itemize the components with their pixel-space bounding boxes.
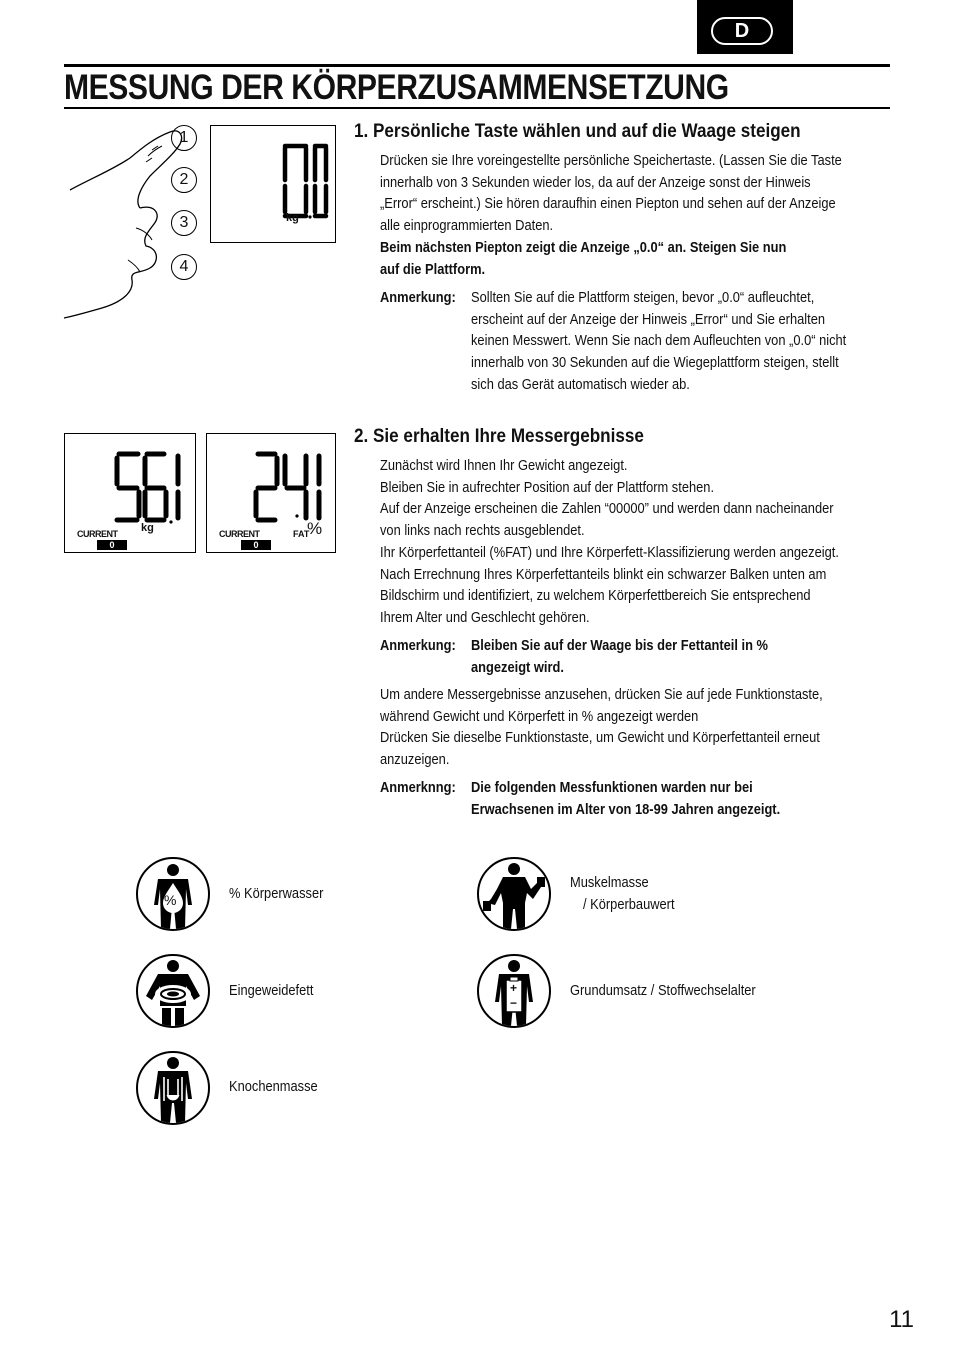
battery-minus-glyph: − [510, 996, 518, 1010]
text-line: Bleiben Sie in aufrechter Position auf der Plattform stehen. [380, 479, 715, 496]
lcd-display-fat [206, 433, 336, 553]
metabolism-icon [477, 954, 551, 1028]
muscle-mass-label: Muskelmasse [570, 875, 649, 891]
lcd-fat-label: FAT [293, 529, 310, 539]
lcd-fat-range-bar: 0 [97, 540, 127, 550]
note-line: keinen Messwert. Wenn Sie nach dem Aufleuchten von „0.0“ nicht [471, 333, 847, 350]
lcd-digits-zero [211, 126, 337, 244]
lcd-current-label: CURRENT [219, 529, 260, 539]
battery-plus-glyph: + [510, 981, 518, 995]
title-rule-top [64, 64, 890, 67]
section2-body [380, 456, 920, 630]
text-line: „Error“ erscheint.) Sie hören daraufhin einen Piepton und sehen auf der Anzeige [380, 196, 836, 213]
bone-mass-label: Knochenmasse [229, 1079, 318, 1095]
visceral-fat-icon [136, 954, 210, 1028]
lcd-current-label: CURRENT [77, 529, 118, 539]
title-rule-bottom [64, 107, 890, 109]
text-line: Auf der Anzeige erscheinen die Zahlen “00000” und werden dann nacheinander [380, 501, 834, 518]
language-code: D [711, 17, 773, 45]
lcd-unit-percent: % [307, 519, 323, 538]
section1-note [471, 288, 891, 397]
section2-heading: 2. Sie erhalten Ihre Messergebnisse [354, 426, 644, 447]
note-line: Erwachsenen im Alter von 18-99 Jahren angezeigt. [471, 801, 781, 818]
section2-note2-label: Anmerknng: [380, 780, 456, 796]
page-number: 11 [889, 1306, 914, 1333]
text-line: alle einprogrammierten Daten. [380, 218, 554, 235]
bold-text-line: auf die Plattform. [380, 261, 486, 278]
page-title: MESSUNG DER KÖRPERZUSAMMENSETZUNG [64, 68, 729, 107]
body-water-label: % Körperwasser [229, 886, 324, 902]
note-line: Die folgenden Messfunktionen warden nur bei [471, 780, 753, 796]
lcd-fat-range-bar: 0 [241, 540, 271, 550]
note-line: angezeigt wird. [471, 659, 564, 676]
text-line: Ihrem Alter und Geschlecht gehören. [380, 609, 590, 626]
note-line: sich das Gerät automatisch wieder ab. [471, 376, 690, 393]
note-line: innerhalb von 30 Sekunden auf die Wiegeplattform steigen, stellt [471, 355, 839, 372]
section1-body [380, 151, 920, 281]
muscle-mass-icon [477, 857, 551, 931]
memory-button-2: 2 [171, 167, 197, 193]
note-line: Bleiben Sie auf der Waage bis der Fettanteil in % [471, 638, 768, 654]
visceral-fat-label: Eingeweidefett [229, 983, 314, 999]
bone-mass-icon [136, 1051, 210, 1125]
body-build-label: / Körperbauwert [583, 897, 675, 913]
text-line: anzuzeigen. [380, 752, 450, 769]
text-line: Bildschirm und identifiziert, zu welchem Körperfettbereich Sie entsprechend [380, 588, 811, 605]
text-line: Ihr Körperfettanteil (%FAT) und Ihre Körperfett-Klassifizierung werden angezeigt. [380, 544, 839, 561]
section1-heading: 1. Persönliche Taste wählen und auf die Waage steigen [354, 121, 801, 142]
note-line: Sollten Sie auf die Plattform steigen, bevor „0.0“ aufleuchtet, [471, 290, 815, 306]
memory-button-3: 3 [171, 210, 197, 236]
text-line: von links nach rechts ausgeblendet. [380, 523, 585, 540]
text-line: Nach Errechnung Ihres Körperfettanteils blinkt ein schwarzer Balken unten am [380, 566, 827, 583]
note-line: erscheint auf der Anzeige der Hinweis „Error“ und Sie erhalten [471, 311, 826, 328]
text-line: Drücken sie Ihre voreingestellte persönliche Speichertaste. (Lassen Sie die Taste [380, 153, 842, 169]
section2-note2 [471, 778, 891, 821]
section2-body2 [380, 685, 920, 772]
section1-note-label: Anmerkung: [380, 290, 456, 306]
lcd-display-zero [210, 125, 336, 243]
section2-note1 [471, 636, 891, 679]
memory-button-4: 4 [171, 254, 197, 280]
text-line: Zunächst wird Ihnen Ihr Gewicht angezeigt. [380, 458, 628, 474]
text-line: Drücken Sie dieselbe Funktionstaste, um Gewicht und Körperfettanteil erneut [380, 730, 820, 747]
body-water-icon [136, 857, 210, 931]
language-tab [697, 0, 793, 54]
percent-glyph: % [164, 892, 177, 908]
section2-note1-label: Anmerkung: [380, 638, 456, 654]
lcd-unit-kg: kg [141, 522, 154, 534]
bold-text-line: Beim nächsten Piepton zeigt die Anzeige „0.0“ an. Steigen Sie nun [380, 239, 787, 256]
lcd-unit-kg: kg [286, 212, 299, 224]
memory-button-1: 1 [171, 125, 197, 151]
lcd-display-weight [64, 433, 196, 553]
text-line: Um andere Messergebnisse anzusehen, drücken Sie auf jede Funktionstaste, [380, 687, 823, 703]
metabolism-label: Grundumsatz / Stoffwechselalter [570, 983, 756, 999]
text-line: innerhalb von 3 Sekunden wieder los, da auf der Anzeige sonst der Hinweis [380, 174, 811, 191]
text-line: während Gewicht und Körperfett in % angezeigt werden [380, 708, 699, 725]
